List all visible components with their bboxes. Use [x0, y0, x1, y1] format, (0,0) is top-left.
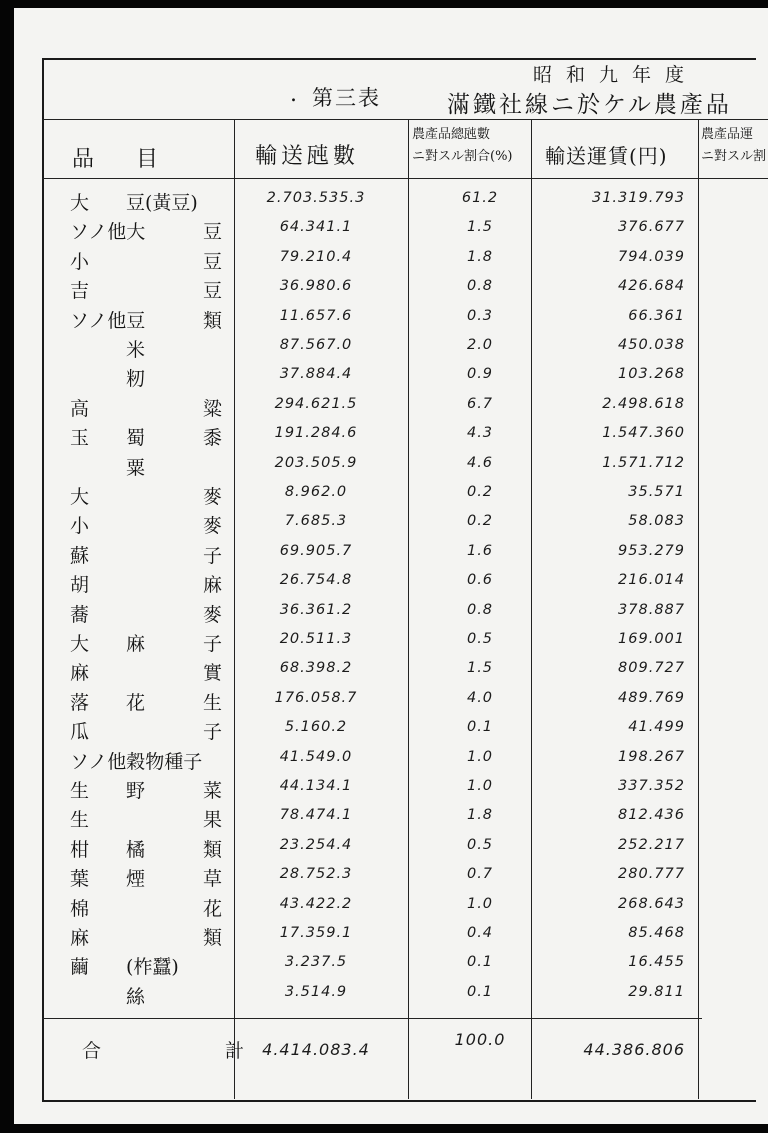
tonnage-cell: 87.567.0 — [279, 337, 353, 353]
table-row-item: 胡 麻 — [70, 574, 222, 596]
percent-cell: 0.1 — [466, 954, 494, 970]
table-row-item: ソノ他豆 類 — [70, 310, 222, 332]
percent-cell: 1.8 — [466, 249, 494, 265]
tonnage-cell: 11.657.6 — [279, 308, 353, 324]
freight-cell: 103.268 — [618, 366, 685, 382]
freight-cell: 426.684 — [618, 278, 685, 294]
percent-cell: 0.3 — [466, 308, 494, 324]
tonnage-cell: 36.361.2 — [279, 602, 353, 618]
table-row-item: 小 豆 — [70, 251, 222, 273]
col-header-item: 品 目 — [72, 147, 169, 172]
percent-cell: 0.5 — [466, 837, 494, 853]
tonnage-cell: 7.685.3 — [284, 513, 348, 529]
freight-cell: 31.319.793 — [591, 190, 685, 206]
percent-cell: 1.5 — [466, 219, 494, 235]
tonnage-cell: 176.058.7 — [274, 690, 358, 706]
table-row-item: 吉 豆 — [70, 280, 222, 302]
freight-cell: 376.677 — [618, 219, 685, 235]
table-row-item: 玉 蜀 黍 — [70, 427, 222, 449]
col-divider-2 — [408, 119, 409, 1099]
tonnage-cell: 44.134.1 — [279, 778, 353, 794]
fiscal-year: 昭和九年度 — [533, 64, 699, 86]
tonnage-cell: 69.905.7 — [279, 543, 353, 559]
tonnage-cell: 203.505.9 — [274, 455, 358, 471]
col-header-tonnage: 輸送瓲數 — [255, 144, 360, 169]
tonnage-cell: 37.884.4 — [279, 366, 353, 382]
freight-cell: 378.887 — [618, 602, 685, 618]
tonnage-cell: 17.359.1 — [279, 925, 353, 941]
tonnage-cell: 36.980.6 — [279, 278, 353, 294]
tonnage-cell: 64.341.1 — [279, 219, 353, 235]
tonnage-cell: 5.160.2 — [284, 719, 348, 735]
tonnage-cell: 79.210.4 — [279, 249, 353, 265]
percent-cell: 4.0 — [466, 690, 494, 706]
col-header-tonnage-share: 農產品總瓲數 ニ對スル割合(%) — [412, 127, 513, 164]
freight-cell: 35.571 — [628, 484, 685, 500]
tonnage-cell: 68.398.2 — [279, 660, 353, 676]
freight-cell: 809.727 — [618, 660, 685, 676]
table-row-item: 葉 煙 草 — [70, 868, 222, 890]
freight-cell: 280.777 — [618, 866, 685, 882]
percent-cell: 0.8 — [466, 602, 494, 618]
table-row-item: 粟 — [126, 457, 146, 479]
percent-cell: 0.4 — [466, 925, 494, 941]
table-row-item: 生 果 — [70, 809, 222, 831]
percent-cell: 1.0 — [466, 896, 494, 912]
tonnage-cell: 28.752.3 — [279, 866, 353, 882]
col-divider-1 — [234, 119, 235, 1099]
percent-cell: 4.6 — [466, 455, 494, 471]
total-percent: 100.0 — [454, 1030, 506, 1049]
table-row-item: 柑 橘 類 — [70, 839, 222, 861]
percent-cell: 1.0 — [466, 749, 494, 765]
table-row-item: 大 麥 — [70, 486, 222, 508]
tonnage-cell: 41.549.0 — [279, 749, 353, 765]
title-rule — [42, 119, 768, 120]
freight-cell: 58.083 — [628, 513, 685, 529]
freight-cell: 252.217 — [618, 837, 685, 853]
tonnage-cell: 43.422.2 — [279, 896, 353, 912]
freight-cell: 85.468 — [628, 925, 685, 941]
percent-cell: 0.2 — [466, 484, 494, 500]
table-row-item: 麻 實 — [70, 662, 222, 684]
percent-cell: 61.2 — [461, 190, 499, 206]
freight-cell: 66.361 — [628, 308, 685, 324]
tonnage-cell: 26.754.8 — [279, 572, 353, 588]
percent-cell: 1.0 — [466, 778, 494, 794]
table-row-item: 蘇 子 — [70, 545, 222, 567]
freight-cell: 216.014 — [618, 572, 685, 588]
freight-cell: 450.038 — [618, 337, 685, 353]
table-row-item: 小 麥 — [70, 515, 222, 537]
tonnage-cell: 3.514.9 — [284, 984, 348, 1000]
table-row-item: 瓜 子 — [70, 721, 222, 743]
table-row-item: 生 野 菜 — [70, 780, 222, 802]
percent-cell: 0.7 — [466, 866, 494, 882]
freight-cell: 16.455 — [628, 954, 685, 970]
freight-cell: 198.267 — [618, 749, 685, 765]
percent-cell: 1.5 — [466, 660, 494, 676]
dot-mark: . — [290, 82, 297, 107]
table-number: 第三表 — [312, 86, 381, 110]
freight-cell: 1.547.360 — [602, 425, 685, 441]
col-header-freight: 輸送運賃(円) — [545, 144, 668, 168]
total-freight: 44.386.806 — [583, 1040, 685, 1059]
freight-cell: 489.769 — [618, 690, 685, 706]
tonnage-cell: 8.962.0 — [284, 484, 348, 500]
table-row-item: 棉 花 — [70, 898, 222, 920]
freight-cell: 812.436 — [618, 807, 685, 823]
tonnage-cell: 294.621.5 — [274, 396, 358, 412]
header-rule — [42, 178, 768, 179]
percent-cell: 4.3 — [466, 425, 494, 441]
percent-cell: 1.6 — [466, 543, 494, 559]
table-title: 滿鐵社線ニ於ケル農產品 — [447, 92, 732, 118]
table-row-item: 絲 — [126, 986, 146, 1008]
percent-cell: 0.9 — [466, 366, 494, 382]
total-rule — [42, 1018, 702, 1019]
percent-cell: 0.5 — [466, 631, 494, 647]
table-row-item: 落 花 生 — [70, 692, 222, 714]
table-row-item: 麻 類 — [70, 927, 222, 949]
table-row-item: ソノ他大 豆 — [70, 221, 222, 243]
tonnage-cell: 23.254.4 — [279, 837, 353, 853]
percent-cell: 0.8 — [466, 278, 494, 294]
freight-cell: 169.001 — [618, 631, 685, 647]
col-divider-4 — [698, 119, 699, 1099]
total-tonnage: 4.414.083.4 — [262, 1040, 370, 1059]
freight-cell: 794.039 — [618, 249, 685, 265]
col-header-freight-share: 農產品運 ニ對スル割 — [701, 127, 767, 164]
tonnage-cell: 20.511.3 — [279, 631, 353, 647]
table-row-item: 籾 — [126, 368, 146, 390]
freight-cell: 337.352 — [618, 778, 685, 794]
total-label: 合 計 — [82, 1040, 244, 1062]
freight-cell: 2.498.618 — [602, 396, 685, 412]
percent-cell: 0.1 — [466, 719, 494, 735]
tonnage-cell: 191.284.6 — [274, 425, 358, 441]
freight-cell: 41.499 — [628, 719, 685, 735]
freight-cell: 29.811 — [628, 984, 685, 1000]
tonnage-cell: 78.474.1 — [279, 807, 353, 823]
freight-cell: 1.571.712 — [602, 455, 685, 471]
tonnage-cell: 2.703.535.3 — [266, 190, 366, 206]
tonnage-cell: 3.237.5 — [284, 954, 348, 970]
col-divider-3 — [531, 119, 532, 1099]
table-row-item: 蕎 麥 — [70, 604, 222, 626]
percent-cell: 6.7 — [466, 396, 494, 412]
table-row-item: 大 麻 子 — [70, 633, 222, 655]
table-row-item: 大 豆(黃豆) — [70, 192, 198, 214]
freight-cell: 953.279 — [618, 543, 685, 559]
percent-cell: 2.0 — [466, 337, 494, 353]
table-row-item: ソノ他穀物種子 — [70, 751, 203, 773]
table-row-item: 繭 (柞蠶) — [70, 956, 179, 978]
percent-cell: 1.8 — [466, 807, 494, 823]
table-row-item: 高 粱 — [70, 398, 222, 420]
table-row-item: 米 — [126, 339, 146, 361]
percent-cell: 0.2 — [466, 513, 494, 529]
percent-cell: 0.6 — [466, 572, 494, 588]
percent-cell: 0.1 — [466, 984, 494, 1000]
freight-cell: 268.643 — [618, 896, 685, 912]
